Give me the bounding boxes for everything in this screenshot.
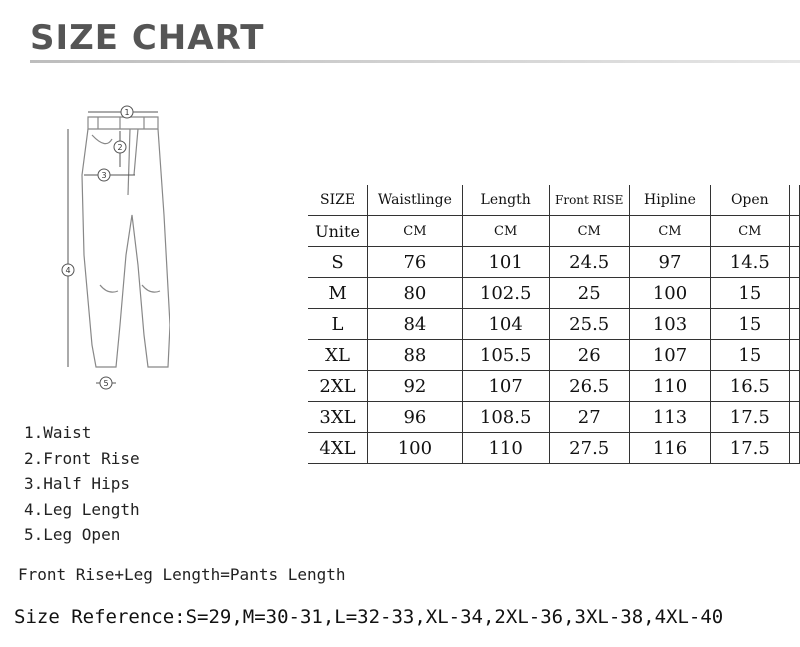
table-cell: 16.5 [711,371,790,402]
table-cell: 25 [549,278,629,309]
table-cell-edge [789,433,799,464]
header-open: Open [711,185,790,216]
table-cell: 105.5 [462,340,549,371]
table-cell: 27 [549,402,629,433]
marker-5: 5 [103,379,109,388]
table-cell: 113 [629,402,710,433]
table-row [308,402,800,433]
table-cell-edge [789,371,799,402]
marker-2: 2 [117,143,123,152]
table-row [308,278,800,309]
unit-cell: CM [629,216,710,247]
table-cell-edge [789,216,799,247]
header-front-rise: Front RISE [549,185,629,216]
size-label: S [308,247,368,278]
header-size: SIZE [308,185,368,216]
pants-diagram [40,95,170,405]
table-cell: 26.5 [549,371,629,402]
header-hipline: Hipline [629,185,710,216]
table-cell: 92 [368,371,463,402]
unit-label: Unite [308,216,368,247]
table-cell: 14.5 [711,247,790,278]
table-cell: 76 [368,247,463,278]
table-cell: 84 [368,309,463,340]
table-cell-edge [789,185,799,216]
table-unit-row [308,216,800,247]
legend-item-leg-open: 5.Leg Open [24,525,121,544]
table-cell: 24.5 [549,247,629,278]
table-cell: 101 [462,247,549,278]
table-cell-edge [789,247,799,278]
size-table [308,185,800,464]
table-cell: 27.5 [549,433,629,464]
unit-cell: CM [711,216,790,247]
table-cell: 17.5 [711,433,790,464]
marker-3: 3 [101,171,107,180]
table-cell: 102.5 [462,278,549,309]
table-cell: 107 [462,371,549,402]
table-cell: 104 [462,309,549,340]
unit-cell: CM [549,216,629,247]
header-waist: Waistlinge [368,185,463,216]
table-cell-edge [789,278,799,309]
table-cell: 17.5 [711,402,790,433]
marker-4: 4 [65,266,71,275]
table-cell: 100 [629,278,710,309]
table-cell-edge [789,402,799,433]
table-cell: 15 [711,340,790,371]
legend-item-leg-length: 4.Leg Length [24,499,140,519]
table-row [308,371,800,402]
size-label: XL [308,340,368,371]
size-label: L [308,309,368,340]
legend-item-front-rise: 2.Front Rise [24,448,140,468]
table-cell: 103 [629,309,710,340]
table-cell: 15 [711,278,790,309]
legend-item-half-hips: 3.Half Hips [24,474,130,493]
size-label: 3XL [308,402,368,433]
table-cell: 110 [462,433,549,464]
size-label: 2XL [308,371,368,402]
table-row [308,309,800,340]
table-cell: 15 [711,309,790,340]
size-reference: Size Reference:S=29,M=30-31,L=32-33,XL-34,2XL-36,3XL-38,4XL-40 [14,606,724,628]
table-cell: 110 [629,371,710,402]
table-cell: 26 [549,340,629,371]
legend-item-waist: 1.Waist [24,423,92,442]
table-cell: 97 [629,247,710,278]
table-cell-edge [789,340,799,371]
table-cell: 107 [629,340,710,371]
table-row [308,433,800,464]
table-header-row [308,185,800,216]
table-cell-edge [789,309,799,340]
pants-length-note: Front Rise+Leg Length=Pants Length [18,565,346,584]
unit-cell: CM [368,216,463,247]
size-label: 4XL [308,433,368,464]
table-cell: 116 [629,433,710,464]
unit-cell: CM [462,216,549,247]
measurement-legend [24,420,140,548]
title-divider [30,60,800,63]
header-length: Length [462,185,549,216]
table-cell: 88 [368,340,463,371]
table-row [308,340,800,371]
table-cell: 80 [368,278,463,309]
table-cell: 108.5 [462,402,549,433]
table-cell: 100 [368,433,463,464]
marker-1: 1 [124,108,130,117]
table-cell: 25.5 [549,309,629,340]
table-row [308,247,800,278]
table-cell: 96 [368,402,463,433]
page-title: SIZE CHART [30,18,265,58]
size-label: M [308,278,368,309]
